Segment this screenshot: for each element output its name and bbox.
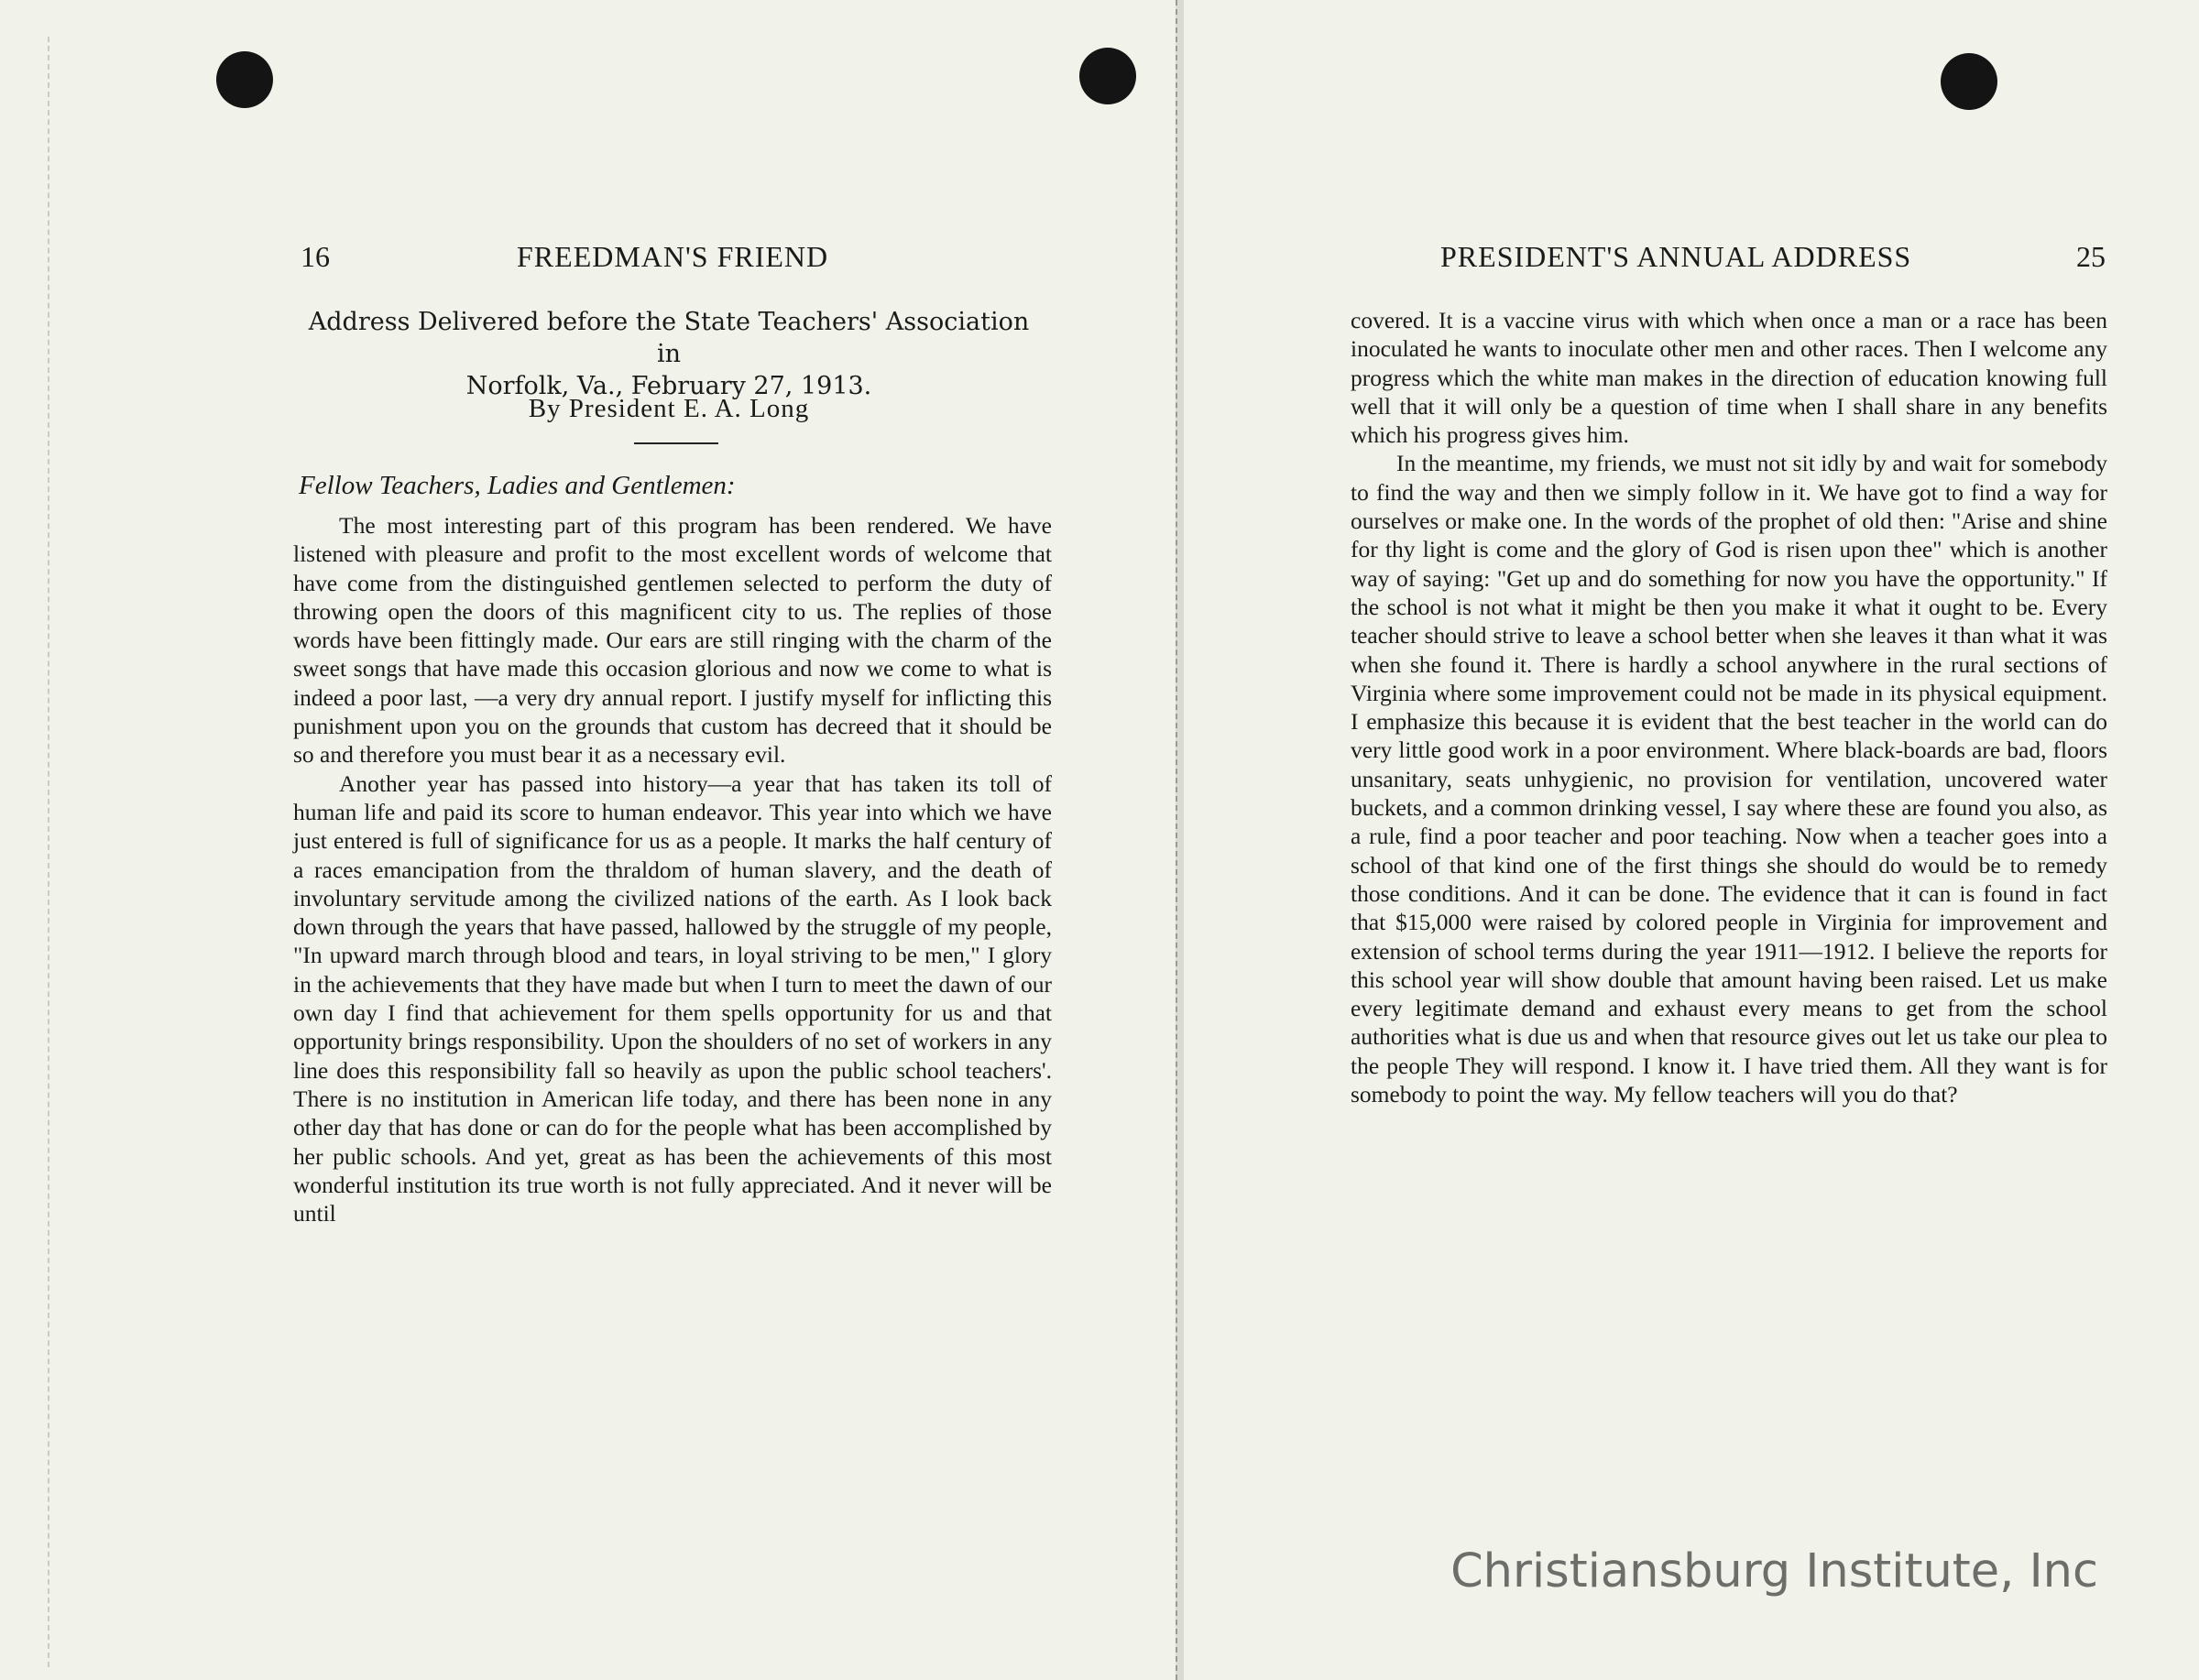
page-number-right: 25 <box>2076 240 2106 273</box>
punch-hole-icon <box>1079 48 1136 104</box>
page-number-left: 16 <box>301 240 330 273</box>
watermark: Christiansburg Institute, Inc <box>1450 1544 2098 1598</box>
running-head-left: FREEDMAN'S FRIEND <box>517 240 829 273</box>
book-spine <box>1176 0 1184 1680</box>
article-title-line2: Norfolk, Va., February 27, 1913. <box>465 372 872 400</box>
page-edge-mark <box>48 37 51 1667</box>
paragraph: Another year has passed into history—a year that has taken its toll of human life and paid its score to human endeavor. This year into which we have just entered is full of significance for us as a people. It marks the half century of a races emancipation from the thraldom of human slavery, and the death of involuntary servitude among the civilized nations of the earth. As I look back down through the years that have passed, hallowed by the struggle of my people, "In upward march through blood and tears, in loyal striving to be men," I glory in the achievements that they have made but when I turn to meet the dawn of our own day I find that achievement for them spells opportunity for us and that opportunity brings responsibility. Upon the shoulders of no set of workers in any line does this responsibility fall so heavily as upon the public school teachers'. There is no institution in American life today, and there has been none in any other day that has done or can do for the people what has been accomplished by her public schools. And yet, great as has been the achievements of this most wonderful institution its true worth is not fully appreciated. And it never will be until <box>293 769 1052 1227</box>
title-rule <box>634 442 718 444</box>
punch-hole-icon <box>1941 53 1997 110</box>
article-title-line1: Address Delivered before the State Teachers' Association in <box>308 308 1030 368</box>
article-title <box>302 306 1035 402</box>
left-body-text <box>293 511 1052 1227</box>
byline: By President E. A. Long <box>528 394 810 423</box>
salutation: Fellow Teachers, Ladies and Gentlemen: <box>299 471 736 500</box>
paragraph: The most interesting part of this program has been rendered. We have listened with pleasure and profit to the most excellent words of welcome that have come from the distinguished gentlemen selected to perform the duty of throwing open the doors of this magnificent city to us. The replies of those words have been fittingly made. Our ears are still ringing with the charm of the sweet songs that have made this occasion glorious and now we come to what is indeed a poor last, —a very dry annual report. I justify myself for inflicting this punishment upon you on the grounds that custom has decreed that it should be so and therefore you must bear it as a necessary evil. <box>293 512 1052 769</box>
paragraph: covered. It is a vaccine virus with which when once a man or a race has been inoculated he wants to inoculate other men and other races. Then I welcome any progress which the white man makes in the direction of education knowing full well that it will only be a question of time when I shall share in any benefits which his progress gives him. <box>1351 307 2107 449</box>
right-body-text <box>1351 306 2107 1108</box>
punch-hole-icon <box>216 51 273 108</box>
paragraph: In the meantime, my friends, we must not sit idly by and wait for somebody to find the way and then we simply follow in it. We have got to find a way for ourselves or make one. In the words of the prophet of old then: "Arise and shine for thy light is come and the glory of God is risen upon thee" which is another way of saying: "Get up and do something for now you have the opportunity." If the school is not what it might be then you make it what it ought to be. Every teacher should strive to leave a school better when she leaves it than what it was when she found it. There is hardly a school anywhere in the rural sections of Virginia where some improvement could not be made in its physical equipment. I emphasize this because it is evident that the best teacher in the world can do very little good work in a poor environment. Where black-boards are bad, floors unsanitary, seats unhygienic, no provision for ventilation, uncovered water buckets, and a common drinking vessel, I say where these are found you also, as a rule, find a poor teacher and poor teaching. Now when a teacher goes into a school of that kind one of the first things she should do would be to remedy those conditions. And it can be done. The evidence that it can is found in fact that $15,000 were raised by colored people in Virginia for improvement and extension of school terms during the year 1911—1912. I believe the reports for this school year will show double that amount having been raised. Let us make every legitimate demand and exhaust every means to get from the school authorities what is due us and when that resource gives out let us take our plea to the people They will respond. I know it. I have tried them. All they want is for somebody to point the way. My fellow teachers will you do that? <box>1351 450 2107 1108</box>
running-head-right: PRESIDENT'S ANNUAL ADDRESS <box>1440 240 1912 273</box>
